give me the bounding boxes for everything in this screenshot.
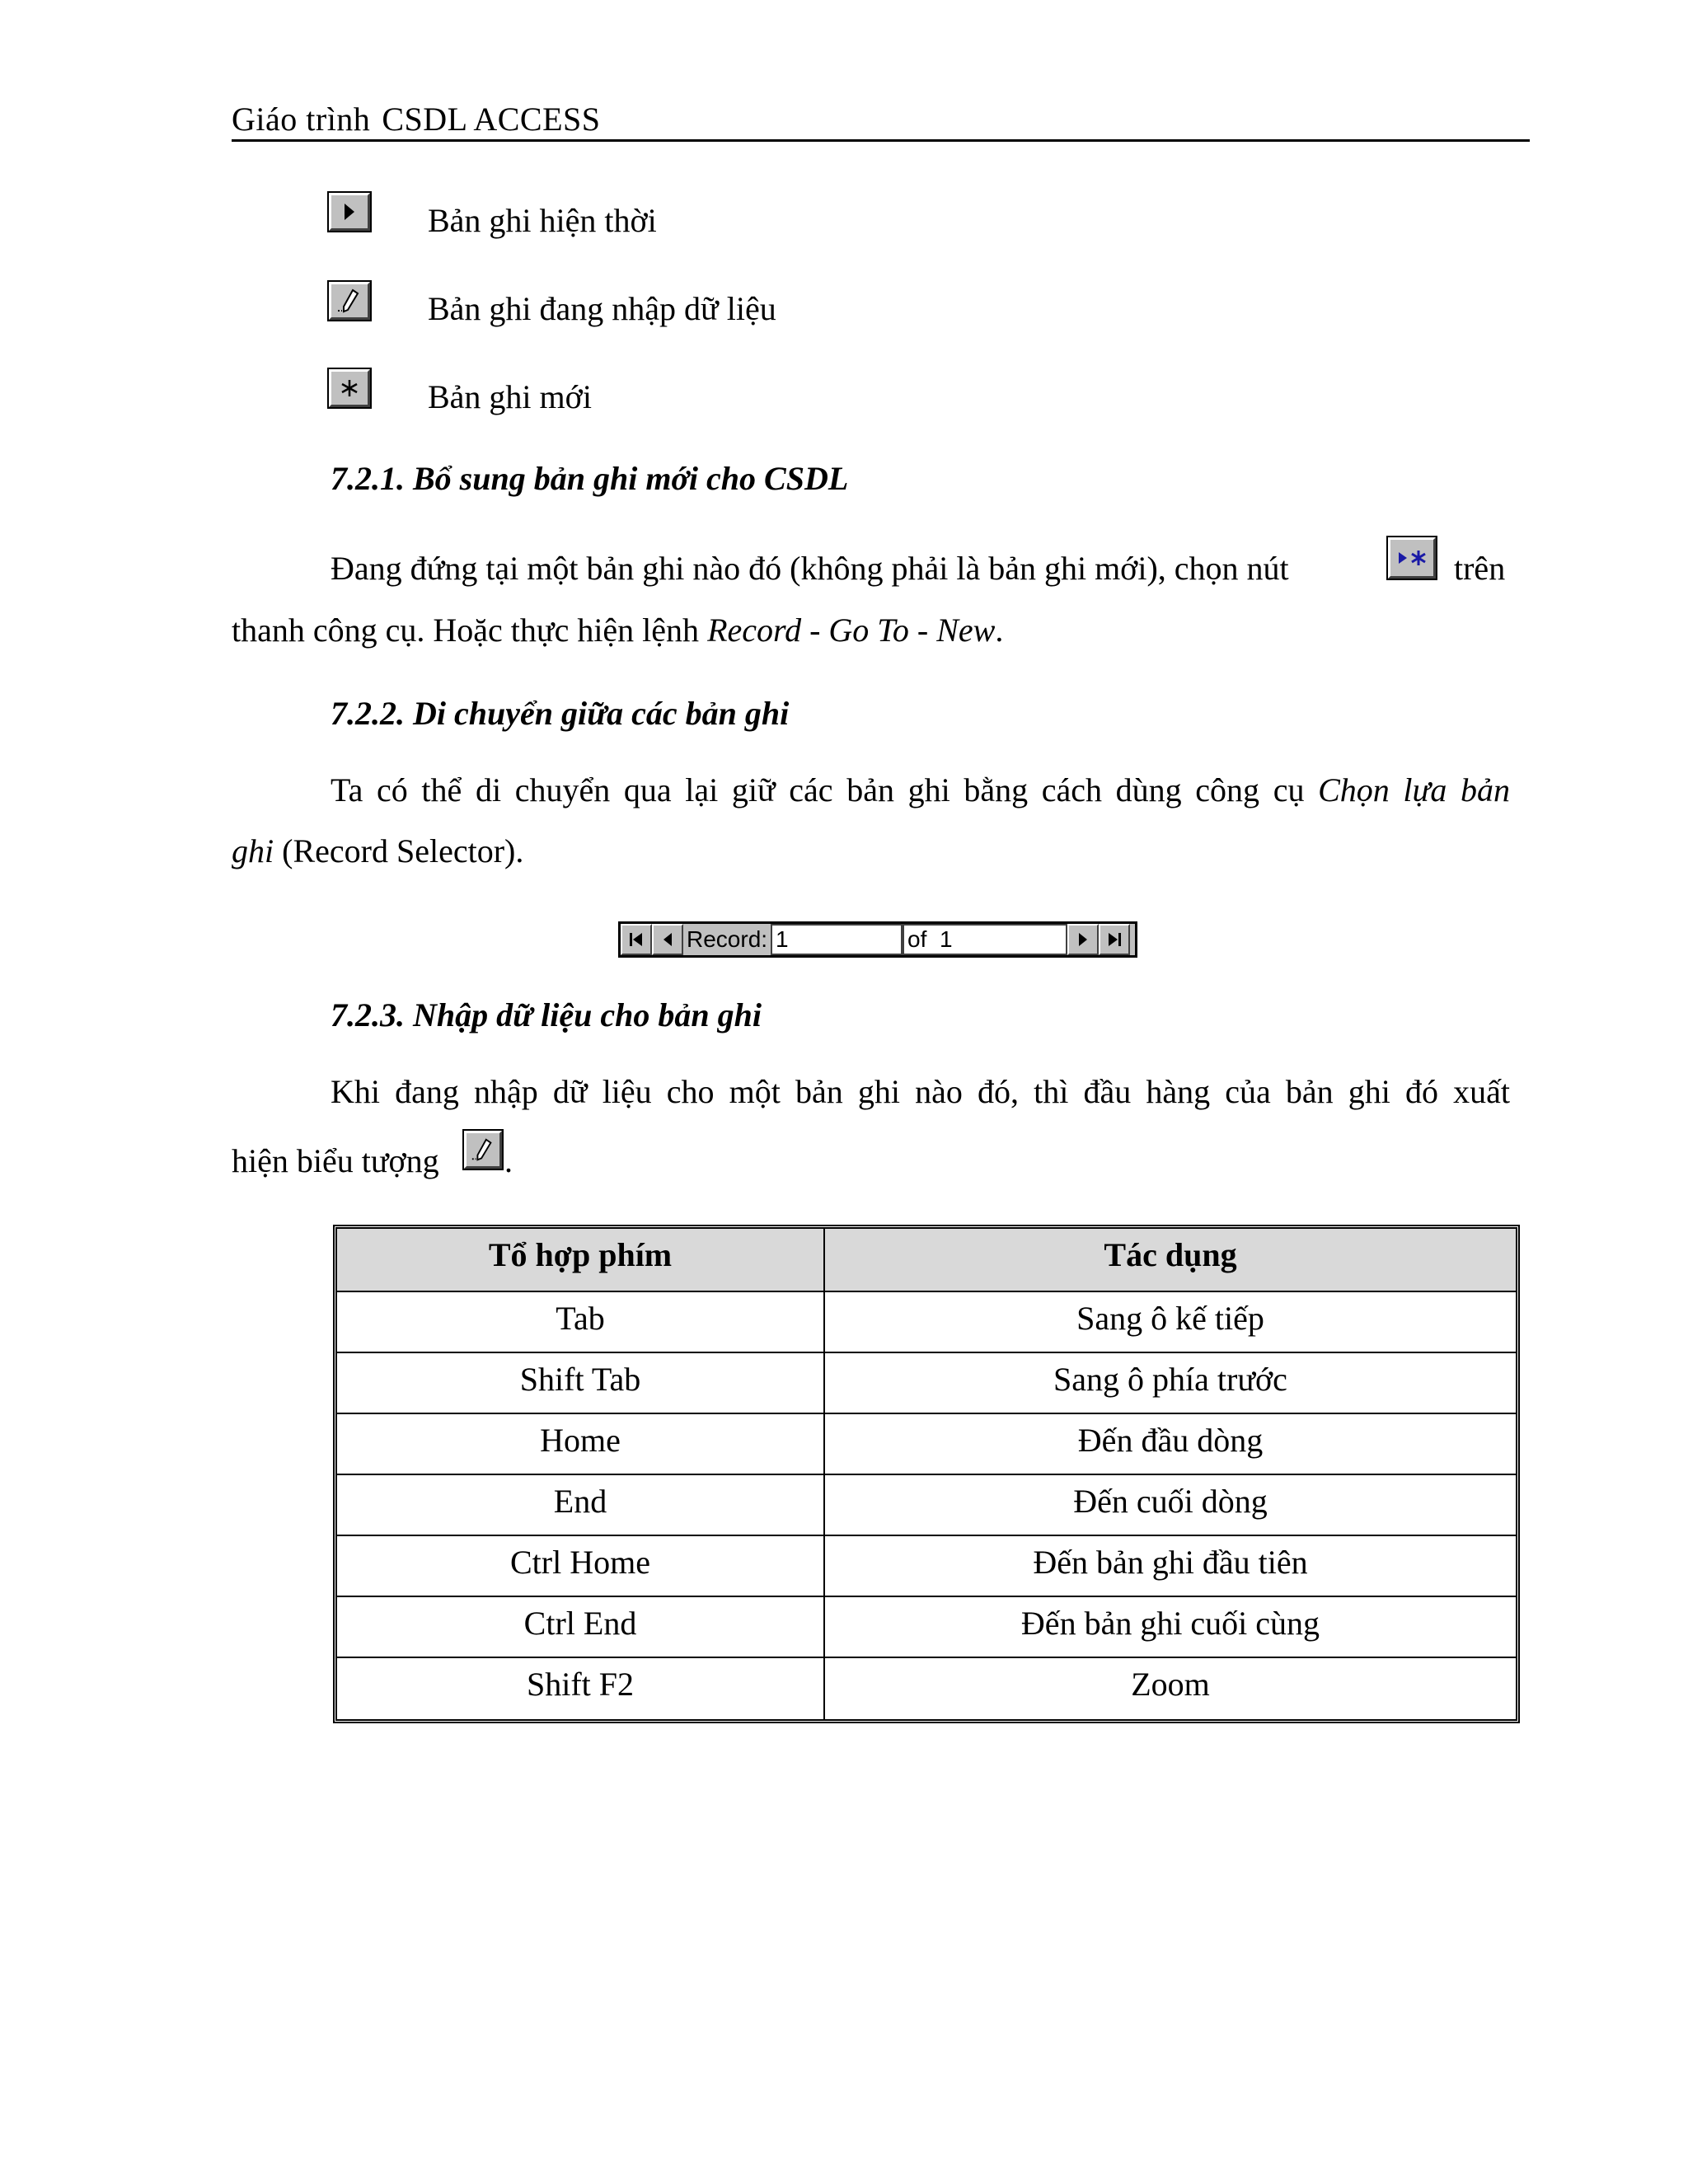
column-header-keys: Tổ hợp phím xyxy=(337,1229,825,1292)
command-path: Record - Go To - New xyxy=(707,612,996,649)
section1-line1-after: trên xyxy=(1454,550,1506,587)
section2-line1 xyxy=(331,771,1510,809)
effect-cell: Đến đầu dòng xyxy=(825,1414,1516,1475)
effect-cell: Sang ô phía trước xyxy=(825,1353,1516,1414)
table-row xyxy=(337,1475,1516,1536)
table-header-row xyxy=(337,1229,1516,1292)
header-subject: CSDL ACCESS xyxy=(382,101,601,138)
section1-line1-text: Đang đứng tại một bản ghi nào đó (không phải là bản ghi mới), chọn nút xyxy=(331,550,1289,587)
section1-line2-end: . xyxy=(995,612,1004,649)
section1-line2 xyxy=(232,611,1003,649)
legend-label-new: Bản ghi mới xyxy=(428,378,592,415)
table-row xyxy=(337,1536,1516,1597)
shortcut-table xyxy=(333,1225,1520,1723)
page-header xyxy=(232,97,1530,142)
next-record-icon[interactable] xyxy=(1067,924,1099,955)
key-cell: Ctrl Home xyxy=(337,1536,825,1597)
section3-line2-text: hiện biểu tượng xyxy=(232,1142,439,1179)
effect-cell: Đến cuối dòng xyxy=(825,1475,1516,1536)
section3-line2-end: . xyxy=(504,1142,513,1179)
key-cell: Home xyxy=(337,1414,825,1475)
section3-line2 xyxy=(232,1141,439,1180)
table-row xyxy=(337,1597,1516,1658)
key-cell: Ctrl End xyxy=(337,1597,825,1658)
effect-cell: Zoom xyxy=(1131,1666,1210,1703)
record-total-field xyxy=(903,924,1067,955)
record-number-field[interactable]: 1 xyxy=(771,924,903,955)
total-records: 1 xyxy=(939,926,953,952)
column-header-effect: Tác dụng xyxy=(825,1229,1516,1292)
previous-record-icon[interactable] xyxy=(652,924,683,955)
table-row xyxy=(337,1414,1516,1475)
section2-line2-text: (Record Selector). xyxy=(274,832,524,869)
key-cell: Shift Tab xyxy=(337,1353,825,1414)
new-record-button-icon xyxy=(1388,537,1436,579)
section-heading-7-2-1: 7.2.1. Bổ sung bản ghi mới cho CSDL xyxy=(331,460,849,497)
last-record-icon[interactable] xyxy=(1099,924,1130,955)
effect-cell: Đến bản ghi cuối cùng xyxy=(825,1597,1516,1658)
table-row xyxy=(337,1658,1516,1719)
record-navigation-bar xyxy=(618,921,1137,958)
of-label: of xyxy=(907,926,927,952)
table-row xyxy=(337,1292,1516,1353)
legend-label-current: Bản ghi hiện thời xyxy=(428,202,657,239)
new-record-asterisk-icon xyxy=(329,369,370,407)
record-label: Record: xyxy=(683,924,771,955)
table-row xyxy=(337,1353,1516,1414)
section-heading-7-2-2: 7.2.2. Di chuyển giữa các bản ghi xyxy=(331,695,790,732)
section3-line1: Khi đang nhập dữ liệu cho một bản ghi nào đó, thì đầu hàng của bản ghi đó xuất xyxy=(331,1073,1510,1110)
effect-cell: Đến bản ghi đầu tiên xyxy=(825,1536,1516,1597)
section1-line2-text: thanh công cụ. Hoặc thực hiện lệnh xyxy=(232,612,708,649)
tool-name-part2: ghi xyxy=(232,832,274,869)
current-record-arrow-icon xyxy=(329,193,370,231)
key-cell: Shift F2 xyxy=(337,1658,825,1719)
section2-line1-text: Ta có thể di chuyển qua lại giữ các bản ghi bằng cách dùng công cụ xyxy=(331,771,1319,808)
first-record-icon[interactable] xyxy=(621,924,652,955)
editing-pencil-icon xyxy=(329,282,370,320)
section2-line2 xyxy=(232,832,523,870)
tool-name-part1: Chọn lựa bản xyxy=(1318,771,1511,808)
editing-pencil-icon-inline xyxy=(464,1131,502,1169)
header-book: Giáo trình xyxy=(232,101,371,138)
section-heading-7-2-3: 7.2.3. Nhập dữ liệu cho bản ghi xyxy=(331,996,762,1033)
key-cell: End xyxy=(337,1475,825,1536)
legend-label-editing: Bản ghi đang nhập dữ liệu xyxy=(428,290,776,327)
effect-cell: Sang ô kế tiếp xyxy=(825,1292,1516,1353)
key-cell: Tab xyxy=(337,1292,825,1353)
